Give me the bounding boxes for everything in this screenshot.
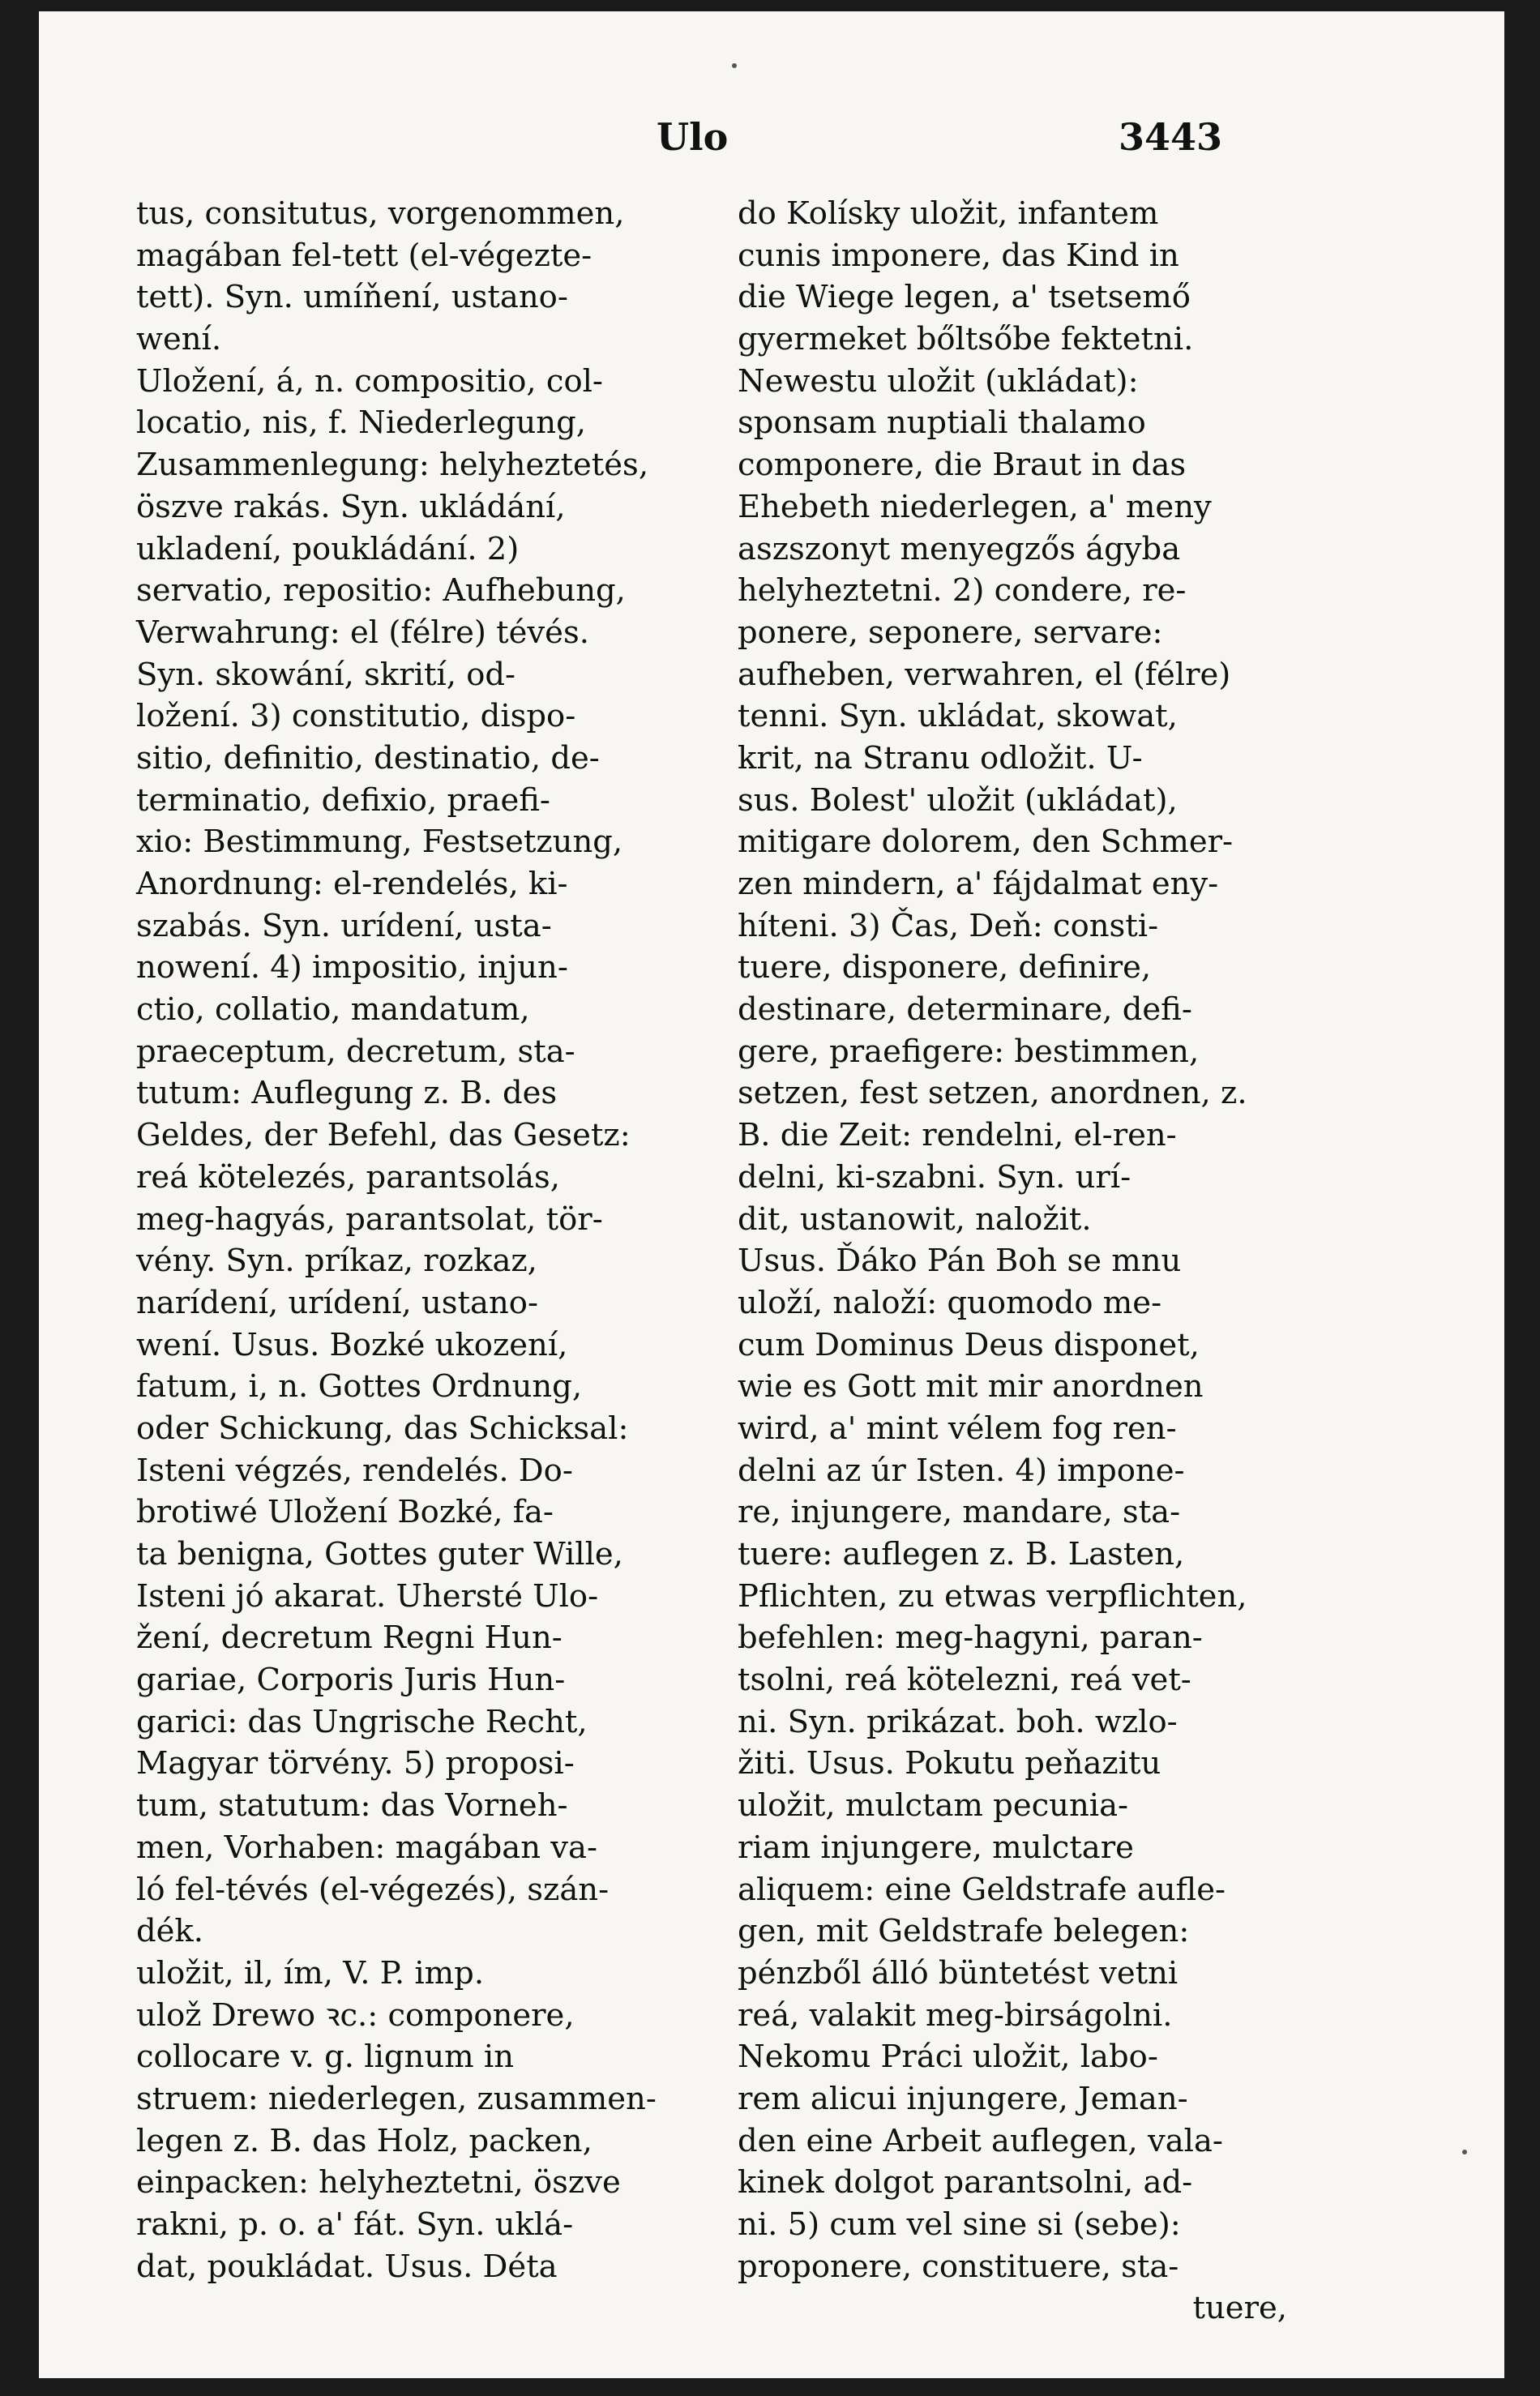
text-line: dat, poukládat. Usus. Déta: [136, 2248, 558, 2285]
text-line: dék.: [136, 1913, 203, 1950]
text-line: Anordnung: el-rendelés, ki-: [136, 866, 568, 902]
page-number: 3443: [1119, 115, 1223, 159]
text-line: tus, consitutus, vorgenommen,: [136, 195, 625, 232]
text-line: Ehebeth niederlegen, a' meny: [738, 488, 1212, 525]
text-line: wení. Usus. Bozké ukození,: [136, 1326, 568, 1363]
text-line: öszve rakás. Syn. ukládání,: [136, 488, 566, 525]
text-line: setzen, fest setzen, anordnen, z.: [738, 1075, 1247, 1112]
text-line: helyheztetni. 2) condere, re-: [738, 572, 1187, 610]
text-line: componere, die Braut in das: [738, 447, 1187, 484]
text-line: sitio, definitio, destinatio, de-: [136, 739, 600, 777]
text-line: tum, statutum: das Vorneh-: [136, 1787, 568, 1825]
text-line: re, injungere, mandare, sta-: [738, 1494, 1181, 1531]
text-line: narídení, urídení, ustano-: [136, 1284, 538, 1321]
text-line: gariae, Corporis Juris Hun-: [136, 1662, 566, 1699]
margin-speck: [732, 63, 737, 68]
text-line: tenni. Syn. ukládat, skowat,: [738, 698, 1178, 735]
text-line: garici: das Ungrische Recht,: [136, 1703, 588, 1740]
text-line: krit, na Stranu odložit. U-: [738, 739, 1143, 777]
text-line: meg-hagyás, parantsolat, tör-: [136, 1200, 603, 1238]
text-line: sus. Bolest' uložit (ukládat),: [738, 781, 1178, 819]
text-line: oder Schickung, das Schicksal:: [136, 1410, 629, 1447]
text-line: cum Dominus Deus disponet,: [738, 1326, 1200, 1363]
text-line: brotiwé Uložení Bozké, fa-: [136, 1494, 554, 1531]
text-line: nowení. 4) impositio, injun-: [136, 949, 568, 986]
text-line: wie es Gott mit mir anordnen: [738, 1368, 1204, 1406]
text-line: ta benigna, Gottes guter Wille,: [136, 1536, 623, 1572]
text-line: den eine Arbeit auflegen, vala-: [738, 2122, 1223, 2159]
text-line: žiti. Usus. Pokutu peňazitu: [738, 1745, 1161, 1782]
text-line: ukladení, poukládání. 2): [136, 530, 520, 567]
text-line: locatio, nis, f. Niederlegung,: [136, 404, 586, 442]
text-line: Verwahrung: el (félre) tévés.: [136, 614, 589, 651]
text-line: Usus. Ďáko Pán Boh se mnu: [738, 1243, 1182, 1280]
text-line: tutum: Auflegung z. B. des: [136, 1075, 558, 1112]
text-line: reá kötelezés, parantsolás,: [136, 1158, 560, 1196]
margin-speck: [1462, 2150, 1467, 2154]
text-line: destinare, determinare, defi-: [738, 991, 1192, 1029]
text-line: cunis imponere, das Kind in: [738, 237, 1179, 274]
text-line: Uložení, á, n. compositio, col-: [136, 362, 603, 400]
text-line: uložit, il, ím, V. P. imp.: [136, 1954, 485, 1992]
page-header: [39, 115, 1504, 164]
text-line: Pflichten, zu etwas verpflichten,: [738, 1577, 1247, 1615]
text-line: híteni. 3) Čas, Deň: consti-: [738, 907, 1159, 944]
text-line: sponsam nuptiali thalamo: [738, 404, 1146, 442]
text-line: proponere, constituere, sta-: [738, 2248, 1179, 2285]
text-line: Isteni jó akarat. Uhersté Ulo-: [136, 1577, 599, 1615]
text-line: tett). Syn. umíňení, ustano-: [136, 279, 568, 316]
text-line: do Kolísky uložit, infantem: [738, 195, 1159, 232]
text-line: tuere,: [1192, 2290, 1287, 2327]
text-line: aszszonyt menyegzős ágyba: [738, 530, 1181, 567]
text-line: ponere, seponere, servare:: [738, 614, 1163, 651]
text-line: pénzből álló büntetést vetni: [738, 1954, 1179, 1992]
text-line: rem alicui injungere, Jeman-: [738, 2080, 1188, 2117]
text-line: Syn. skowání, skrití, od-: [136, 656, 516, 693]
text-line: servatio, repositio: Aufhebung,: [136, 572, 626, 610]
text-line: tsolni, reá kötelezni, reá vet-: [738, 1662, 1191, 1699]
text-line: Isteni végzés, rendelés. Do-: [136, 1452, 573, 1489]
text-line: gere, praefigere: bestimmen,: [738, 1033, 1200, 1070]
text-line: delni, ki-szabni. Syn. urí-: [738, 1158, 1131, 1196]
text-line: ložení. 3) constitutio, dispo-: [136, 698, 576, 735]
text-line: gen, mit Geldstrafe belegen:: [738, 1913, 1190, 1950]
text-line: aliquem: eine Geldstrafe aufle-: [738, 1871, 1226, 1908]
text-line: praeceptum, decretum, sta-: [136, 1033, 575, 1070]
text-line: dit, ustanowit, naložit.: [738, 1200, 1092, 1238]
text-line: wird, a' mint vélem fog ren-: [738, 1410, 1177, 1447]
text-line: collocare v. g. lignum in: [136, 2039, 514, 2076]
text-line: uložit, mulctam pecunia-: [738, 1787, 1129, 1825]
text-line: befehlen: meg-hagyni, paran-: [738, 1619, 1203, 1657]
text-line: zen mindern, a' fájdalmat eny-: [738, 866, 1219, 902]
text-line: magában fel-tett (el-végezte-: [136, 237, 592, 274]
text-line: Geldes, der Befehl, das Gesetz:: [136, 1117, 631, 1154]
text-line: men, Vorhaben: magában va-: [136, 1829, 598, 1866]
text-line: rakni, p. o. a' fát. Syn. uklá-: [136, 2206, 574, 2243]
text-line: ló fel-tévés (el-végezés), szán-: [136, 1871, 610, 1908]
text-line: xio: Bestimmung, Festsetzung,: [136, 824, 623, 861]
text-line: tuere, disponere, definire,: [738, 949, 1152, 986]
text-line: terminatio, defixio, praefi-: [136, 781, 550, 819]
text-line: Nekomu Práci uložit, labo-: [738, 2039, 1158, 2076]
text-line: B. die Zeit: rendelni, el-ren-: [738, 1117, 1177, 1154]
text-line: kinek dolgot parantsolni, ad-: [738, 2164, 1193, 2201]
text-line: delni az úr Isten. 4) impone-: [738, 1452, 1185, 1489]
text-line: ni. 5) cum vel sine si (sebe):: [738, 2206, 1181, 2243]
text-line: wení.: [136, 321, 222, 358]
dictionary-page: [39, 11, 1504, 2378]
text-line: Newestu uložit (ukládat):: [738, 362, 1139, 400]
text-line: legen z. B. das Holz, packen,: [136, 2122, 592, 2159]
left-column: [136, 193, 663, 2287]
right-column: [738, 193, 1305, 2330]
text-line: žení, decretum Regni Hun-: [136, 1619, 563, 1657]
text-line: einpacken: helyheztetni, öszve: [136, 2164, 621, 2201]
text-line: Zusammenlegung: helyheztetés,: [136, 447, 649, 484]
text-line: reá, valakit meg-birságolni.: [738, 1996, 1173, 2034]
text-line: tuere: auflegen z. B. Lasten,: [738, 1536, 1185, 1572]
text-line: aufheben, verwahren, el (félre): [738, 656, 1231, 693]
text-line: uloží, naloží: quomodo me-: [738, 1284, 1162, 1321]
text-line: vény. Syn. príkaz, rozkaz,: [136, 1243, 537, 1280]
text-line: mitigare dolorem, den Schmer-: [738, 824, 1234, 861]
text-line: ctio, collatio, mandatum,: [136, 991, 530, 1029]
text-line: Magyar törvény. 5) proposi-: [136, 1745, 575, 1782]
text-line: riam injungere, mulctare: [738, 1829, 1134, 1866]
text-line: struem: niederlegen, zusammen-: [136, 2080, 657, 2117]
text-line: gyermeket bőltsőbe fektetni.: [738, 321, 1194, 358]
text-line: ulož Drewo ꝛc.: componere,: [136, 1996, 575, 2034]
running-head: Ulo: [657, 115, 729, 159]
text-line: die Wiege legen, a' tsetsemő: [738, 279, 1191, 316]
text-line: fatum, i, n. Gottes Ordnung,: [136, 1368, 583, 1406]
text-line: szabás. Syn. urídení, usta-: [136, 907, 552, 944]
text-line: ni. Syn. prikázat. boh. wzlo-: [738, 1703, 1178, 1740]
